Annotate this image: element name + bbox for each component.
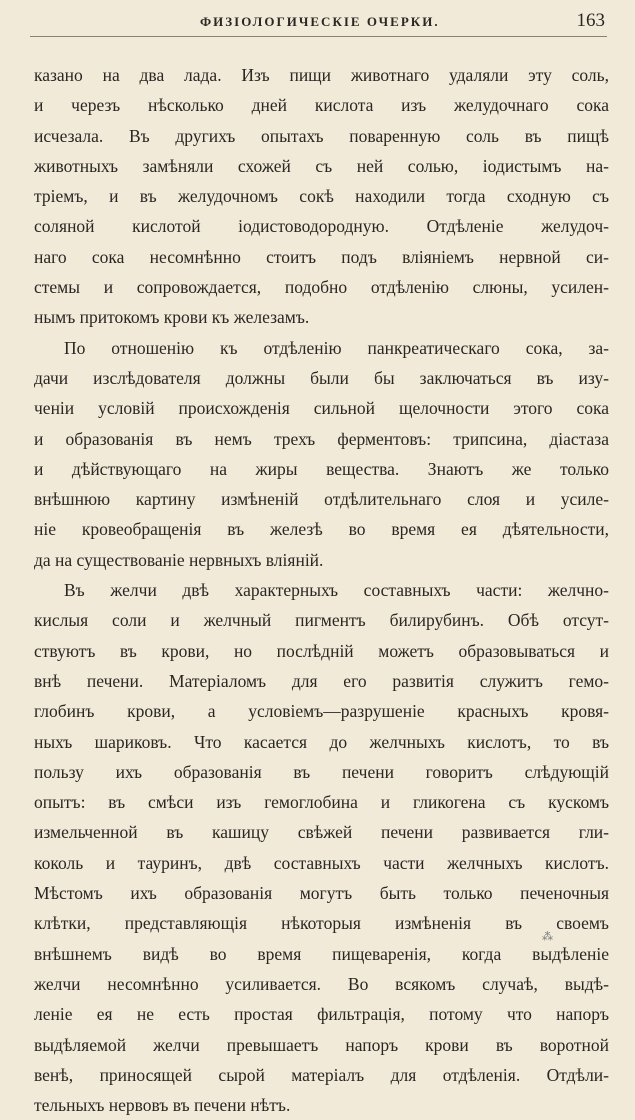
text-line: и черезъ нѣсколько дней кислота изъ желудочнаго сока	[34, 95, 609, 116]
text-line: ствуютъ въ крови, но послѣдній можетъ образовываться и	[34, 640, 609, 661]
header-rule	[30, 36, 607, 37]
text-line: По отношенію къ отдѣленію панкреатическаго сока, за-	[64, 337, 609, 358]
text-line: соляной кислотой іодистоводородную. Отдѣленіе желудоч-	[34, 216, 609, 237]
text-line: тріемъ, и въ желудочномъ сокѣ находили тогда сходную съ	[34, 186, 609, 207]
text-line: и дѣйствующаго на жиры вещества. Знаютъ же только	[34, 458, 609, 479]
text-line: наго сока несомнѣнно стоитъ подъ вліяніемъ нервной си-	[34, 246, 609, 267]
text-line: желчи несомнѣнно усиливается. Во всякомъ случаѣ, выдѣ-	[34, 973, 609, 994]
body-text	[34, 60, 609, 1120]
text-line: глобинъ крови, а условіемъ—разрушеніе красныхъ кровя-	[34, 701, 609, 722]
text-line: венѣ, приносящей сырой матеріалъ для отдѣленія. Отдѣли-	[34, 1064, 609, 1085]
text-line: исчезала. Въ другихъ опытахъ поваренную соль въ пищѣ	[34, 125, 609, 146]
text-line: кислыя соли и желчный пигментъ билирубинъ. Обѣ отсут-	[34, 610, 609, 631]
text-line: и образованія въ немъ трехъ ферментовъ: трипсина, діастаза	[34, 428, 609, 449]
text-line: выдѣляемой желчи превышаетъ напоръ крови въ воротной	[34, 1034, 609, 1055]
text-line: стемы и сопровождается, подобно отдѣленію слюны, усилен-	[34, 277, 609, 298]
text-line: нымъ притокомъ крови къ железамъ.	[34, 307, 310, 328]
text-line: Мѣстомъ ихъ образованія могутъ быть только печеночныя	[34, 883, 609, 904]
text-line: опытъ: въ смѣси изъ гемоглобина и гликогена съ кускомъ	[34, 792, 609, 813]
ornament-mark: ⁂	[542, 930, 553, 943]
text-line: дачи изслѣдователя должны были бы заключаться въ изу-	[34, 367, 609, 388]
text-line: измельченной въ кашицу свѣжей печени развивается гли-	[34, 822, 609, 843]
page-number: 163	[576, 10, 605, 31]
text-line: внѣшнемъ видѣ во время пищеваренія, когда выдѣленіе	[34, 943, 609, 964]
text-line: коколь и тауринъ, двѣ составныхъ части желчныхъ кислотъ.	[34, 852, 609, 873]
text-line: клѣтки, представляющія нѣкоторыя измѣненія въ своемъ	[34, 913, 609, 934]
text-line: ченіи условій происхожденія сильной щелочности этого сока	[34, 398, 609, 419]
text-line: пользу ихъ образованія въ печени говоритъ слѣдующій	[34, 761, 609, 782]
text-line: тельныхъ нервовъ въ печени нѣтъ.	[34, 1095, 291, 1116]
text-line: ніе кровеобращенія въ железѣ во время ея дѣятельности,	[34, 519, 609, 540]
text-line: Въ желчи двѣ характерныхъ составныхъ части: желчно-	[64, 580, 609, 601]
text-line: леніе ея не есть простая фильтрація, потому что напоръ	[34, 1004, 609, 1025]
text-line: животныхъ замѣняли схожей съ ней солью, іодистымъ на-	[34, 155, 609, 176]
text-line: казано на два лада. Изъ пищи животнаго удаляли эту соль,	[34, 65, 609, 85]
text-line: внѣ печени. Матеріаломъ для его развитія служитъ гемо-	[34, 670, 609, 691]
text-line: да на существованіе нервныхъ вліяній.	[34, 549, 324, 570]
header-title: ФИЗІОЛОГИЧЕСКІЕ ОЧЕРКИ.	[200, 14, 440, 29]
text-line: внѣшнюю картину измѣненій отдѣлительнаго слоя и усиле-	[34, 489, 609, 510]
text-line: ныхъ шариковъ. Что касается до желчныхъ кислотъ, то въ	[34, 731, 609, 752]
running-head	[0, 6, 635, 36]
